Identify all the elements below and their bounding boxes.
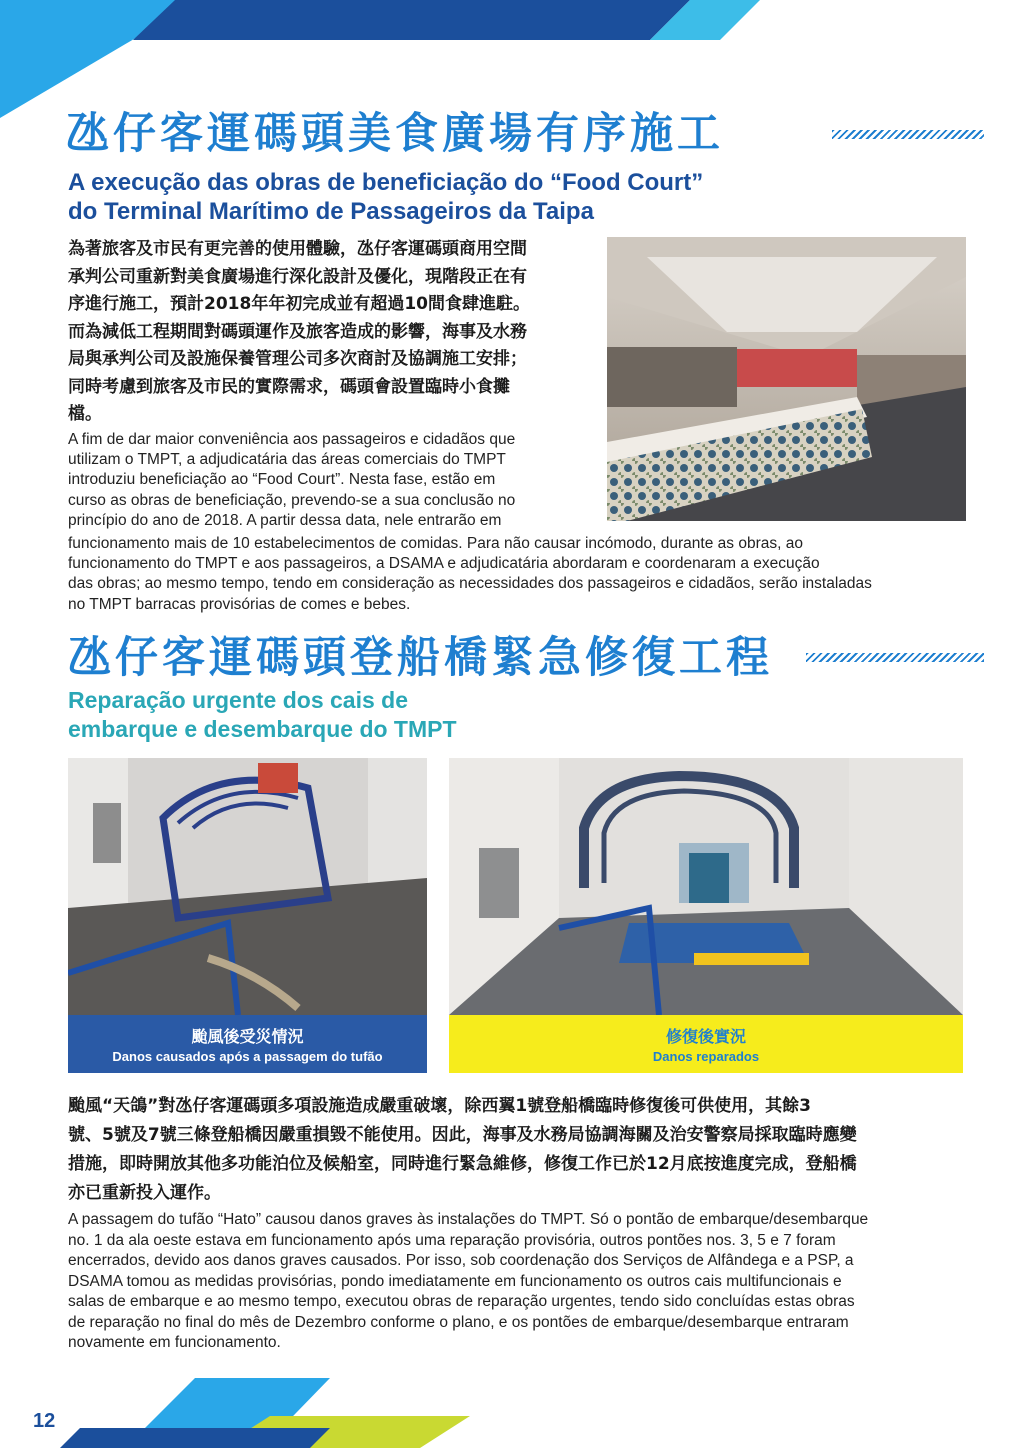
repaired-caption-pt: Danos reparados [652,1049,760,1064]
zh-line: 同時考慮到旅客及市民的實際需求，碼頭會設置臨時小食攤 [68,376,510,397]
page-number: 12 [33,1410,56,1432]
pt-line: no TMPT barracas provisórias de comes e bebes. [68,595,411,613]
section2-pt-paragraph [68,1210,968,1354]
pt-line: funcionamento mais de 10 estabelecimentos de comidas. Para não causar incómodo, durante as obras, ao [68,535,803,552]
pt-line: A fim de dar maior conveniência aos passageiros e cidadãos que [68,431,516,448]
section1-title-zh: 氹仔客運碼頭美食廣場有序施工 [66,109,724,159]
section1-title-pt-line2: do Terminal Marítimo de Passageiros da Taipa [68,198,594,225]
zh-line: 為著旅客及市民有更完善的使用體驗，氹仔客運碼頭商用空間 [68,239,527,259]
pt-line: de reparação no final do mês de Dezembro conforme o plano, e os pontões de embarque/desembarque entraram [68,1313,849,1331]
pt-line: A passagem do tufão “Hato” causou danos graves às instalações do TMPT. Só o pontão de embarque/desembarque [68,1211,869,1228]
pt-line: DSAMA tomou as medidas provisórias, pondo imediatamente em funcionamento os outros cais multifuncionais e [68,1272,842,1290]
bottom-banner-decoration [0,1378,1024,1448]
repaired-bridge-photo [449,758,963,1015]
pt-line: princípio do ano de 2018. A partir dessa data, nele entrarão em [68,511,502,529]
zh-line: 亦已重新投入運作。 [68,1183,221,1203]
pt-line: salas de embarque e ao mesmo tempo, executou obras de reparação urgentes, tendo sido concluídas estas obras [68,1293,855,1310]
damage-caption-zh: 颱風後受災情況 [191,1027,304,1046]
repaired-caption [449,1015,963,1073]
food-court-photo [607,237,966,521]
title-hatch-decoration [806,653,984,662]
title-hatch-decoration [832,130,984,139]
section1-pt-paragraph-wide [68,534,968,615]
section2-title-pt [68,686,457,744]
section1-title-pt-line1: A execução das obras de beneficiação do “Food Court” [68,169,704,196]
pt-line: curso as obras de beneficiação, prevendo-se a sua conclusão no [68,491,516,509]
zh-line: 承判公司重新對美食廣場進行深化設計及優化，現階段正在有 [68,266,527,287]
pt-line: encerrados, devido aos danos graves causados. Por isso, sob coordenação dos Serviços de Alfândega e a PSP, a [68,1252,854,1269]
pt-line: introduziu beneficiação ao “Food Court”. Nesta fase, estão em [68,471,496,489]
top-banner-decoration [0,0,1024,120]
section2-zh-paragraph [68,1092,968,1208]
pt-line: utilizam o TMPT, a adjudicatária das áreas comerciais do TMPT [68,451,506,469]
section1-zh-paragraph [68,236,593,429]
section2-title-zh: 氹仔客運碼頭登船橋緊急修復工程 [68,633,773,683]
pt-line: novamente em funcionamento. [68,1334,281,1351]
pt-line: funcionamento do TMPT e aos passageiros, a DSAMA e adjudicatária abordaram e coordenaram a execução [68,555,820,573]
section2-title-pt-line2: embarque e desembarque do TMPT [68,716,457,742]
section1-pt-paragraph-narrow [68,430,593,531]
zh-line: 序進行施工，預計2018年年初完成並有超過10間食肆進駐。 [68,294,530,314]
zh-line: 颱風“天鴿”對氹仔客運碼頭多項設施造成嚴重破壞，除西翼1號登船橋臨時修復後可供使用，其餘3 [68,1096,812,1116]
pt-line: no. 1 da ala oeste estava em funcionamento após uma reparação provisória, outros pontões nos. 3, 5 e 7 foram [68,1231,836,1249]
zh-line: 檔。 [68,404,102,424]
damage-caption-pt: Danos causados após a passagem do tufão [112,1049,383,1064]
section1-title-pt [68,168,703,226]
section2-title-pt-line1: Reparação urgente dos cais de [68,687,409,713]
zh-line: 局與承判公司及設施保養管理公司多次商討及協調施工安排； [68,349,527,369]
damaged-bridge-photo [68,758,427,1015]
damage-caption [68,1015,427,1073]
zh-line: 而為減低工程期間對碼頭運作及旅客造成的影響，海事及水務 [68,321,527,342]
zh-line: 措施，即時開放其他多功能泊位及候船室，同時進行緊急維修，修復工作已於12月底按進度完成，登船橋 [68,1154,857,1174]
zh-line: 號、5號及7號三條登船橋因嚴重損毀不能使用。因此，海事及水務局協調海關及治安警察局採取臨時應變 [68,1125,857,1145]
repaired-caption-zh: 修復後實況 [665,1027,746,1046]
pt-line: das obras; ao mesmo tempo, tendo em consideração as necessidades dos passageiros e cidadãos, serão instaladas [68,575,872,593]
